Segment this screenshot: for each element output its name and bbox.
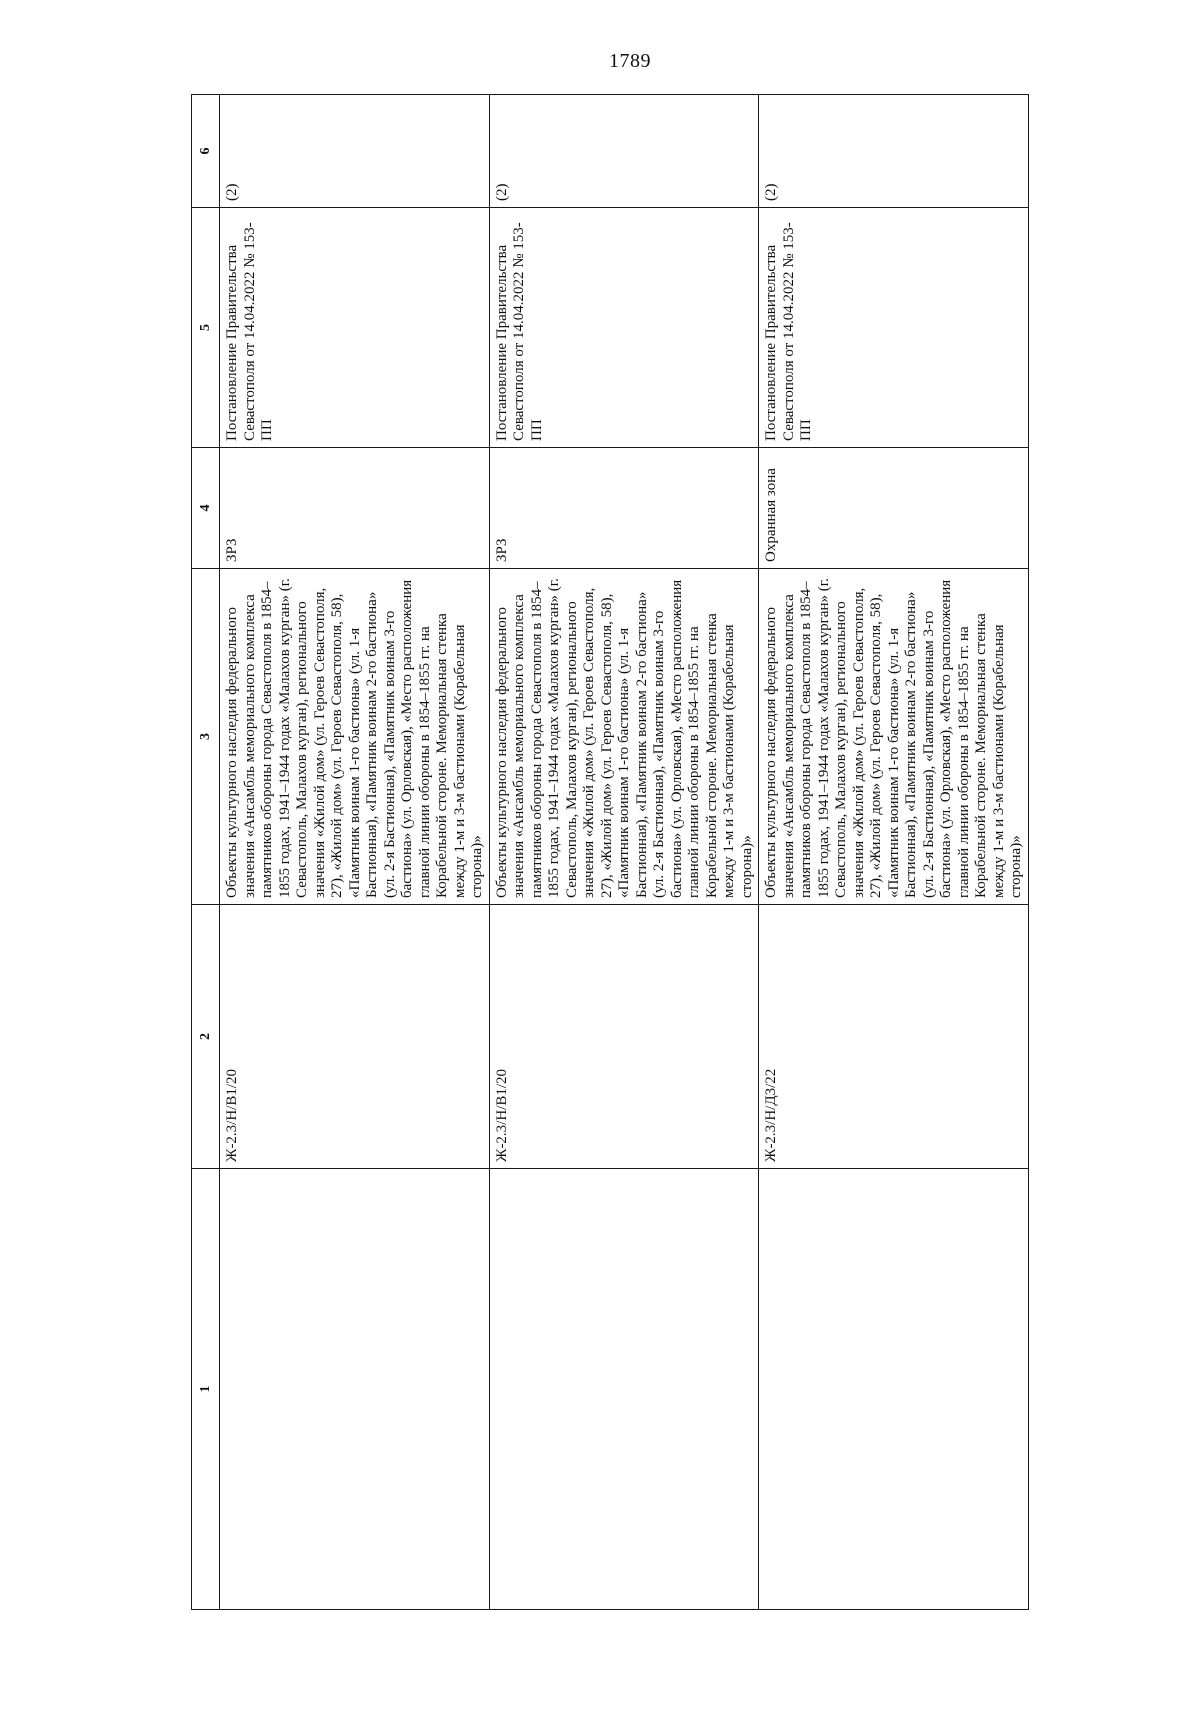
cell-zone-type	[220, 448, 490, 569]
cell-zone-code	[759, 905, 1029, 1169]
cell-regulation-text: Постановление Правительства Севастополя от 14.04.2022 № 153-ПП	[224, 222, 275, 441]
table-row	[220, 95, 490, 1610]
cell-number	[220, 1169, 490, 1610]
header-col-3: 3	[192, 569, 220, 905]
cell-note	[489, 95, 759, 208]
cell-heritage-objects-text: Объекты культурного наследия федерального значения «Ансамбль мемориального комплекса памятников обороны города Севастополя в 1854–1855 годах, 1941–1944 годах «Малахов курган» (г. Севастополь, Малахов курган), регионального значения «Жилой дом» (ул. Героев Севастополя, 27), «Жилой дом» (ул. Героев Севастополя, 58), «Памятник воинам 1-го бастиона» (ул. 1-я Бастионная), «Памятник воинам 2-го бастиона» (ул. 2-я Бастионная), «Памятник воинам 3-го бастиона» (ул. Орловская), «Место расположения главной линии обороны в 1854–1855 гг. на Корабельной стороне. Мемориальная стенка между 1-м и 3-м бастионами (Корабельная сторона)»	[493, 578, 755, 898]
cell-zone-code	[489, 905, 759, 1169]
cell-zone-type	[759, 448, 1029, 569]
cell-zone-type-text: ЗРЗ	[493, 538, 510, 562]
zones-table	[191, 94, 1029, 1610]
cell-note-text: (2)	[493, 183, 510, 201]
cell-zone-code-text: Ж-2.3/Н/Д3/22	[763, 1068, 779, 1162]
cell-heritage-objects	[220, 569, 490, 905]
header-col-2: 2	[192, 905, 220, 1169]
cell-number-text	[759, 1169, 765, 1609]
table-row	[759, 95, 1029, 1610]
cell-zone-code-text: Ж-2.3/Н/В1/20	[224, 1068, 240, 1162]
cell-zone-code-text: Ж-2.3/Н/В1/20	[493, 1068, 510, 1162]
cell-heritage-objects-text: Объекты культурного наследия федерального значения «Ансамбль мемориального комплекса памятников обороны города Севастополя в 1854–1855 годах, 1941–1944 годах «Малахов курган» (г. Севастополь, Малахов курган), регионального значения «Жилой дом» (ул. Героев Севастополя, 27), «Жилой дом» (ул. Героев Севастополя, 58), «Памятник воинам 1-го бастиона» (ул. 1-я Бастионная), «Памятник воинам 2-го бастиона» (ул. 2-я Бастионная), «Памятник воинам 3-го бастиона» (ул. Орловская), «Место расположения главной линии обороны в 1854–1855 гг. на Корабельной стороне. Мемориальная стенка между 1-м и 3-м бастионами (Корабельная сторона)»	[224, 578, 485, 898]
cell-regulation-text: Постановление Правительства Севастополя от 14.04.2022 № 153-ПП	[763, 222, 814, 441]
cell-regulation-text: Постановление Правительства Севастополя от 14.04.2022 № 153-ПП	[493, 222, 545, 441]
header-col-1: 1	[192, 1169, 220, 1610]
table-header-row	[192, 95, 220, 1610]
cell-zone-type	[489, 448, 759, 569]
cell-regulation	[489, 208, 759, 448]
cell-zone-type-text: ЗРЗ	[224, 538, 240, 562]
cell-zone-type-text: Охранная зона	[763, 468, 779, 562]
cell-heritage-objects	[759, 569, 1029, 905]
header-col-4: 4	[192, 448, 220, 569]
cell-heritage-objects	[489, 569, 759, 905]
cell-note	[759, 95, 1029, 208]
cell-number	[759, 1169, 1029, 1610]
header-col-5: 5	[192, 208, 220, 448]
cell-number-text	[490, 1169, 496, 1609]
cell-zone-code	[220, 905, 490, 1169]
table-row	[489, 95, 759, 1610]
cell-regulation	[220, 208, 490, 448]
page-number: 1789	[609, 50, 651, 72]
header-col-6: 6	[192, 95, 220, 208]
cell-note	[220, 95, 490, 208]
cell-number	[489, 1169, 759, 1610]
rotated-table-container	[191, 95, 1024, 1610]
cell-regulation	[759, 208, 1029, 448]
cell-heritage-objects-text: Объекты культурного наследия федерального значения «Ансамбль мемориального комплекса памятников обороны города Севастополя в 1854–1855 годах, 1941–1944 годах «Малахов курган» (г. Севастополь, Малахов курган), регионального значения «Жилой дом» (ул. Героев Севастополя, 27), «Жилой дом» (ул. Героев Севастополя, 58), «Памятник воинам 1-го бастиона» (ул. 1-я Бастионная), «Памятник воинам 2-го бастиона» (ул. 2-я Бастионная), «Памятник воинам 3-го бастиона» (ул. Орловская), «Место расположения главной линии обороны в 1854–1855 гг. на Корабельной стороне. Мемориальная стенка между 1-м и 3-м бастионами (Корабельная сторона)»	[763, 578, 1024, 898]
cell-note-text: (2)	[224, 183, 240, 201]
cell-number-text	[220, 1169, 226, 1609]
cell-note-text: (2)	[763, 183, 779, 201]
